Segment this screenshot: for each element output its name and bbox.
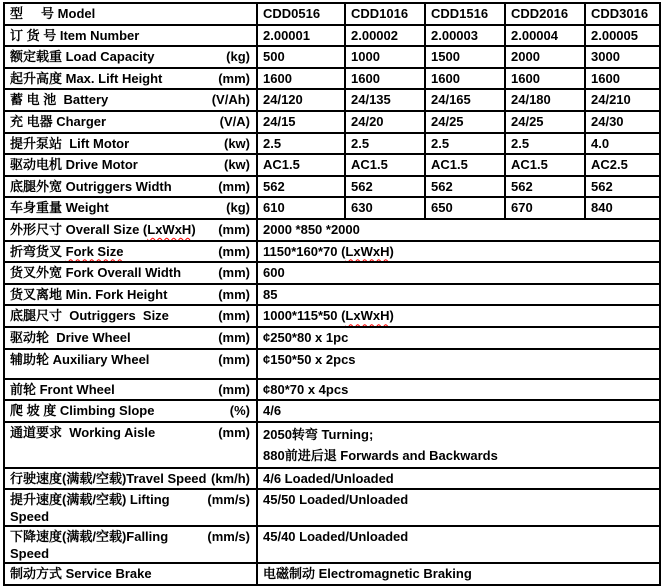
spec-value-cell: 600: [257, 262, 660, 284]
spec-value-cell: 562: [257, 176, 345, 198]
spec-value-cell: 24/165: [425, 89, 505, 111]
spec-row-battery: [4, 89, 660, 111]
spec-label-cell: [4, 89, 257, 111]
spec-value-cell: 1600: [425, 68, 505, 90]
spec-label: 前轮 Front Wheel: [10, 381, 115, 397]
spec-value-cell: 85: [257, 284, 660, 306]
spec-value-cell: 2050转弯 Turning; 880前进后退 Forwards and Backwards: [257, 422, 660, 468]
spec-row-lifting-speed: [4, 489, 660, 526]
spec-value-cell: 24/210: [585, 89, 660, 111]
spec-value-cell: ¢250*80 x 1pc: [257, 327, 660, 349]
spec-value-cell: 562: [585, 176, 660, 198]
spec-unit: (kg): [226, 49, 250, 65]
spec-value-cell: CDD2016: [505, 3, 585, 25]
spec-row-fork-size: [4, 241, 660, 263]
spec-value-cell: 562: [345, 176, 425, 198]
spec-value-cell: 24/180: [505, 89, 585, 111]
spec-label: 车身重量 Weight: [10, 200, 109, 216]
spec-value-cell: 45/40 Loaded/Unloaded: [257, 526, 660, 563]
spec-label-cell: [4, 305, 257, 327]
spec-value-cell: 1150*160*70 (LxWxH): [257, 241, 660, 263]
spec-row-max-lift-height: [4, 68, 660, 90]
spec-row-fork-overall-width: [4, 262, 660, 284]
spec-row-load-capacity: [4, 46, 660, 68]
spec-value-cell: 670: [505, 197, 585, 219]
spec-unit: (V/Ah): [211, 92, 250, 108]
misspelled-word: LxWxH: [345, 308, 390, 324]
spec-label: 型 号 Model: [10, 6, 96, 21]
misspelled-word: LxWxH: [147, 221, 192, 237]
spec-value-cell: 2.00004: [505, 25, 585, 47]
spec-value-cell: 630: [345, 197, 425, 219]
spec-value-cell: 2.5: [425, 133, 505, 155]
spec-label: 蓄 电 池 Battery: [10, 92, 109, 108]
spec-value-cell: 840: [585, 197, 660, 219]
spec-label: 折弯货叉 Fork Size: [10, 243, 124, 259]
spec-label: 底腿尺寸 Outriggers Size: [10, 308, 169, 324]
spec-label: 制动方式 Service Brake: [10, 566, 152, 582]
spec-row-outriggers-width: [4, 176, 660, 198]
spec-unit: (kg): [226, 200, 250, 216]
spec-label-cell: [4, 468, 257, 490]
spec-value-cell: 2.5: [257, 133, 345, 155]
spec-label-cell: [4, 154, 257, 176]
spec-label-cell: [4, 176, 257, 198]
spec-label: 下降速度(满载/空载)Falling Speed: [10, 529, 172, 561]
spec-value-cell: 24/120: [257, 89, 345, 111]
spec-row-front-wheel: [4, 379, 660, 401]
spec-unit: (kw): [224, 135, 250, 151]
spec-row-service-brake: [4, 563, 660, 585]
spec-value-cell: 2.00003: [425, 25, 505, 47]
spec-row-working-aisle: [4, 422, 660, 468]
spec-value-cell: 1600: [585, 68, 660, 90]
spec-label-cell: [4, 489, 257, 526]
spec-row-climbing-slope: [4, 400, 660, 422]
spec-value-cell: AC1.5: [425, 154, 505, 176]
spec-label: 驱动轮 Drive Wheel: [10, 329, 131, 345]
spec-value-cell: 2000: [505, 46, 585, 68]
spec-value-cell: 2000 *850 *2000: [257, 219, 660, 241]
spec-label: 提升速度(满载/空载) Lifting Speed: [10, 492, 174, 524]
spec-label-cell: [4, 563, 257, 585]
spec-value-cell: AC1.5: [505, 154, 585, 176]
spec-value-cell: 610: [257, 197, 345, 219]
spec-label: 起升高度 Max. Lift Height: [10, 70, 163, 86]
spec-value-cell: 1500: [425, 46, 505, 68]
spec-label: 订 货 号 Item Number: [10, 27, 140, 43]
spec-unit: (km/h): [211, 470, 250, 486]
spec-unit: (mm/s): [207, 529, 250, 545]
spec-row-drive-motor: [4, 154, 660, 176]
spec-value-cell: 24/25: [425, 111, 505, 133]
spec-row-charger: [4, 111, 660, 133]
spec-row-weight: [4, 197, 660, 219]
spec-value-cell: 电磁制动 Electromagnetic Braking: [257, 563, 660, 585]
spec-value-cell: 2.00002: [345, 25, 425, 47]
spec-label-cell: [4, 349, 257, 379]
spec-value-cell: 562: [505, 176, 585, 198]
spec-value-cell: 24/135: [345, 89, 425, 111]
spec-label-cell: [4, 262, 257, 284]
spec-value-cell: 4/6 Loaded/Unloaded: [257, 468, 660, 490]
spec-label: 外形尺寸 Overall Size (LxWxH): [10, 221, 196, 237]
spec-label: 通道要求 Working Aisle: [10, 424, 156, 440]
spec-label: 货叉外宽 Fork Overall Width: [10, 265, 182, 281]
spec-label-cell: [4, 25, 257, 47]
spec-value-cell: 3000: [585, 46, 660, 68]
spec-unit: (mm): [218, 243, 250, 259]
spec-label-cell: [4, 379, 257, 401]
spec-value-cell: 1600: [505, 68, 585, 90]
spec-unit: (mm): [218, 329, 250, 345]
spec-label-cell: [4, 111, 257, 133]
spec-value-cell: 1000*115*50 (LxWxH): [257, 305, 660, 327]
spec-value-cell: 24/15: [257, 111, 345, 133]
spec-label-cell: [4, 422, 257, 468]
spec-row-min-fork-height: [4, 284, 660, 306]
spec-label-cell: [4, 526, 257, 563]
spec-label: 额定载重 Load Capacity: [10, 49, 155, 65]
spec-label: 货叉离地 Min. Fork Height: [10, 286, 168, 302]
spec-value-cell: 45/50 Loaded/Unloaded: [257, 489, 660, 526]
specification-table: [3, 2, 661, 586]
spec-row-overall-size: [4, 219, 660, 241]
spec-row-auxiliary-wheel: [4, 349, 660, 379]
spec-unit: (mm): [218, 351, 250, 367]
spec-value-cell: CDD0516: [257, 3, 345, 25]
spec-value-cell: AC1.5: [345, 154, 425, 176]
spec-row-outriggers-size: [4, 305, 660, 327]
spec-value-cell: 1000: [345, 46, 425, 68]
spec-value-cell: 24/30: [585, 111, 660, 133]
spec-value-cell: CDD3016: [585, 3, 660, 25]
spec-unit: (V/A): [219, 113, 250, 129]
spec-label-cell: [4, 400, 257, 422]
spec-value-cell: 2.00005: [585, 25, 660, 47]
spec-label-cell: [4, 3, 257, 25]
spec-value-cell: AC1.5: [257, 154, 345, 176]
spec-value-cell: 562: [425, 176, 505, 198]
spec-value-cell: ¢80*70 x 4pcs: [257, 379, 660, 401]
spec-label: 充 电器 Charger: [10, 113, 107, 129]
spec-unit: (mm): [218, 265, 250, 281]
spec-unit: (mm): [218, 424, 250, 440]
misspelled-word: LxWxH: [345, 243, 390, 259]
spec-value-cell: 4/6: [257, 400, 660, 422]
spec-unit: (%): [229, 403, 250, 419]
spec-label: 底腿外宽 Outriggers Width: [10, 178, 172, 194]
spec-label-cell: [4, 219, 257, 241]
misspelled-word: Fork Size: [65, 243, 124, 259]
spec-row-item-number: [4, 25, 660, 47]
spec-unit: (kw): [224, 157, 250, 173]
spec-unit: (mm): [218, 221, 250, 237]
spec-row-falling-speed: [4, 526, 660, 563]
spec-value-cell: 2.5: [505, 133, 585, 155]
spec-table-body: [4, 3, 660, 585]
spec-label: 行驶速度(满载/空载)Travel Speed: [10, 470, 207, 486]
spec-unit: (mm): [218, 286, 250, 302]
spec-value-cell: 24/25: [505, 111, 585, 133]
spec-label-cell: [4, 327, 257, 349]
spec-row-travel-speed: [4, 468, 660, 490]
spec-label-cell: [4, 284, 257, 306]
spec-label: 驱动电机 Drive Motor: [10, 157, 138, 173]
spec-value-cell: 24/20: [345, 111, 425, 133]
spec-unit: (mm): [218, 178, 250, 194]
spec-unit: (mm/s): [207, 492, 250, 508]
spec-value-cell: 1600: [257, 68, 345, 90]
spec-row-lift-motor: [4, 133, 660, 155]
spec-row-drive-wheel: [4, 327, 660, 349]
spec-unit: (mm): [218, 381, 250, 397]
spec-label: 爬 坡 度 Climbing Slope: [10, 403, 155, 419]
spec-unit: (mm): [218, 70, 250, 86]
spec-value-cell: ¢150*50 x 2pcs: [257, 349, 660, 379]
spec-label-cell: [4, 197, 257, 219]
spec-value-cell: 1600: [345, 68, 425, 90]
spec-value-cell: 500: [257, 46, 345, 68]
spec-value-cell: 650: [425, 197, 505, 219]
spec-value-cell: AC2.5: [585, 154, 660, 176]
spec-value-cell: CDD1016: [345, 3, 425, 25]
spec-label-cell: [4, 133, 257, 155]
spec-value-cell: CDD1516: [425, 3, 505, 25]
spec-label-cell: [4, 241, 257, 263]
spec-value-cell: 4.0: [585, 133, 660, 155]
spec-label: 提升泵站 Lift Motor: [10, 135, 130, 151]
spec-label: 辅助轮 Auxiliary Wheel: [10, 351, 150, 367]
spec-unit: (mm): [218, 308, 250, 324]
spec-row-model: [4, 3, 660, 25]
spec-value-cell: 2.00001: [257, 25, 345, 47]
spec-label-cell: [4, 46, 257, 68]
spec-label-cell: [4, 68, 257, 90]
spec-value-cell: 2.5: [345, 133, 425, 155]
